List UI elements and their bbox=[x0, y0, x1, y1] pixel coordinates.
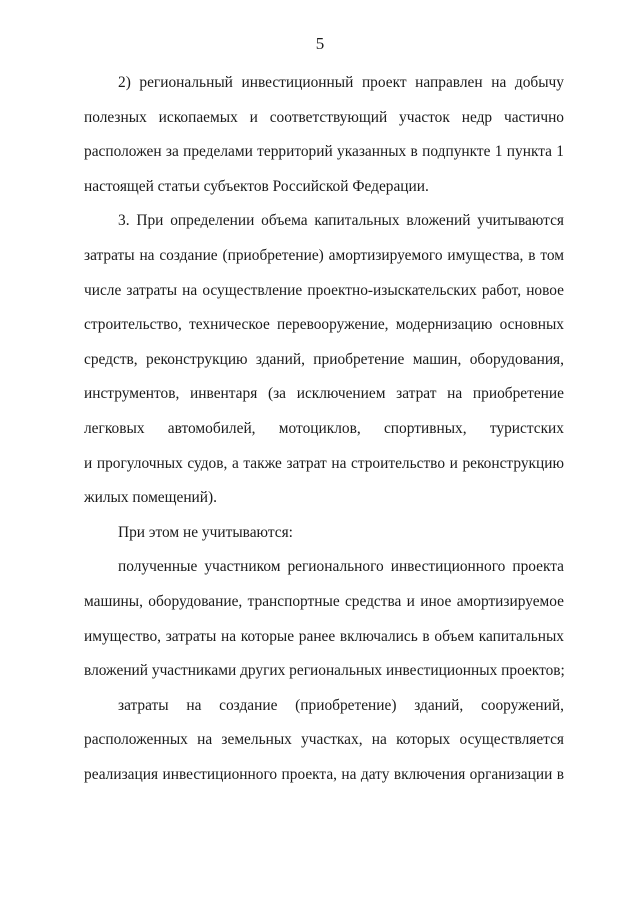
paragraph-clause-2 bbox=[84, 66, 564, 204]
paragraph-line: затраты на создание (приобретение) амортизируемого имущества, в том bbox=[84, 246, 564, 264]
paragraph-line: полученные участником регионального инвестиционного проекта bbox=[118, 558, 564, 576]
paragraph-line: средств, реконструкцию зданий, приобретение машин, оборудования, bbox=[84, 350, 564, 368]
paragraph-line: расположен за пределами территорий указанных в подпункте 1 пункта 1 bbox=[84, 143, 564, 161]
paragraph-line: строительство, техническое перевооружение, модернизацию основных bbox=[84, 316, 564, 334]
paragraph-line: затраты на создание (приобретение) зданий, сооружений, bbox=[118, 696, 564, 714]
paragraph-line: и прогулочных судов, а также затрат на строительство и реконструкцию bbox=[84, 454, 564, 472]
paragraph-line: настоящей статьи субъектов Российской Федерации. bbox=[84, 177, 429, 195]
paragraph-line: машины, оборудование, транспортные средства и иное амортизируемое bbox=[84, 592, 564, 610]
paragraph-line: числе затраты на осуществление проектно-изыскательских работ, новое bbox=[84, 281, 564, 299]
paragraph-line: вложений участниками других региональных инвестиционных проектов; bbox=[84, 662, 565, 680]
paragraph-line: расположенных на земельных участках, на которых осуществляется bbox=[84, 731, 564, 749]
page-number: 5 bbox=[315, 34, 325, 53]
paragraph-exclusion-received-assets bbox=[84, 550, 564, 688]
paragraph-line: инструментов, инвентаря (за исключением затрат на приобретение bbox=[84, 385, 564, 403]
paragraph-line: легковых автомобилей, мотоциклов, спортивных, туристских bbox=[84, 419, 564, 437]
paragraph-exclusions-intro bbox=[84, 516, 564, 551]
paragraph-line: полезных ископаемых и соответствующий участок недр частично bbox=[84, 108, 564, 126]
paragraph-line: имущество, затраты на которые ранее включались в объем капитальных bbox=[84, 627, 564, 645]
paragraph-line: 3. При определении объема капитальных вложений учитываются bbox=[118, 212, 564, 230]
paragraph-line: реализация инвестиционного проекта, на дату включения организации в bbox=[84, 765, 564, 783]
paragraph-line: При этом не учитываются: bbox=[118, 523, 293, 541]
paragraph-line: жилых помещений). bbox=[84, 489, 218, 507]
document-body bbox=[84, 66, 564, 792]
paragraph-clause-3 bbox=[84, 204, 564, 515]
paragraph-exclusion-buildings bbox=[84, 689, 564, 793]
paragraph-line: 2) региональный инвестиционный проект направлен на добычу bbox=[118, 74, 564, 91]
